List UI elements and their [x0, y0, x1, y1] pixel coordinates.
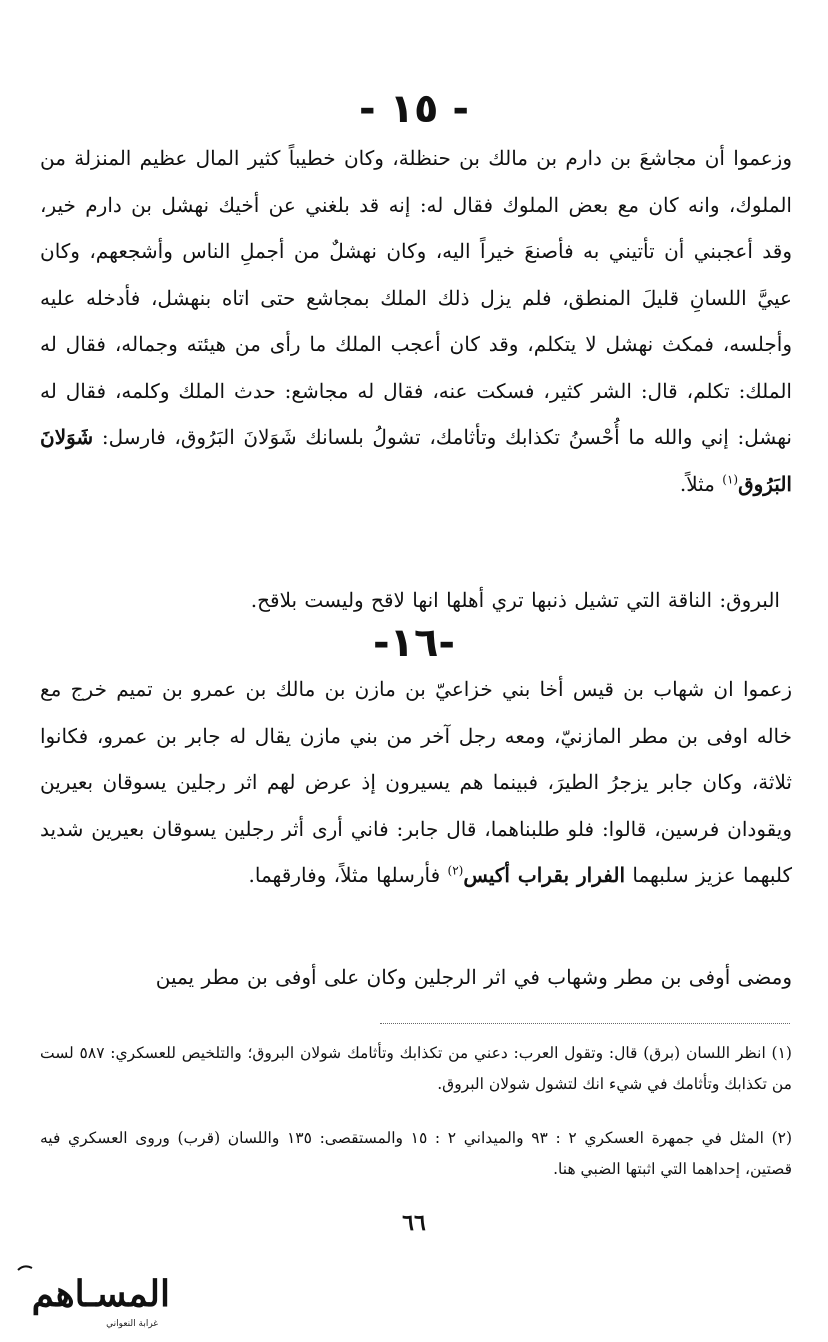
section-15-text: وزعموا أن مجاشعَ بن دارم بن مالك بن حنظلة، وكان خطيباً كثير المال عظيم المنزلة من الملوك، وانه كان مع بعض الملوك فقال له: إنه قد بلغني عن أخيك نهشل بن دارم خير، وقد أعجبني أن تأتيني به فأصنعَ خيراً اليه، وكان نهشلٌ من أجملِ الناس وأشجعهم، وكان عييَّ اللسانِ قليلَ المنطق، فلم يزل ذلك الملك بمجاشع حتى اتاه بنهشل، فأدخله عليه وأجلسه، فمكث نهشل لا يتكلم، وقد كان أعجب الملك ما رأى من هيئته وجماله، فقال له الملك: تكلم، قال: الشر كثير، فسكت عنه، فقال له مجاشع: حدث الملك وكلمه، فقال له نهشل: إني والله ما أُحْسنُ تكذابك وتأثامك، تشولُ بلسانك شَوَلانَ البَرُوق، فارسل:	[40, 146, 792, 449]
section-16-next-paragraph: ومضى أوفى بن مطر وشهاب في اثر الرجلين وكان على أوفى بن مطر يمين	[155, 965, 792, 989]
section-number-15: - ١٥ -	[359, 86, 469, 132]
footnote-marker-1[interactable]: (١)	[722, 471, 739, 486]
footnote-1: (١) انظر اللسان (برق) قال: وتقول العرب: دعني من تكذابك وتأثامك شولان البروق؛ والتلخيص للعسكري: ٥٨٧ لست من تكذابك وتأثامك في شيء انك لتشول شولان البروق.	[40, 1044, 792, 1093]
section-number-16: -١٦-	[372, 620, 456, 666]
footnote-2: (٢) المثل في جمهرة العسكري ٢ : ٩٣ والميداني ٢ : ١٥ والمستقصى: ١٣٥ واللسان (قرب) وروى العسكري فيه قصتين، إحداهما التي اثبتها الضبي هنا.	[40, 1129, 793, 1178]
footnote-separator	[380, 1023, 790, 1024]
page-number: ٦٦	[402, 1210, 426, 1236]
publisher-logo	[8, 1262, 178, 1334]
section-15-gloss: البروق: الناقة التي تشيل ذنبها تري أهلها انها لاقح وليست بلاقح.	[250, 588, 780, 612]
section-15-proverb: شَوَلانَ البَرُوق	[40, 425, 792, 496]
section-16-text: زعموا ان شهاب بن قيس أخا بني خزاعيّ بن مازن بن مالك بن عمرو بن تميم خرج مع خاله اوفى بن مطر المازنيّ، ومعه رجل آخر من بني مازن يقال له جابر بن عمرو، فكانوا ثلاثة، وكان جابر يزجرُ الطيرَ، فبينما هم يسيرون إذ عرض لهم اثر رجلين يسوقان بعيرين ويقودان فرسين، قالوا: فلو طلبناهما، قال جابر: فاني أرى أثر رجلين يسوقان بعيرين شديد كلبهما عزيز سلبهما	[40, 677, 792, 887]
section-15-paragraph	[40, 135, 792, 507]
footnote-marker-2[interactable]: (٢)	[447, 863, 464, 878]
section-16-proverb: الفرار بقراب أكيس	[463, 863, 626, 887]
logo-subtext: غرابة النعواني	[106, 1319, 158, 1329]
logo-text: المسـاهم	[31, 1273, 170, 1315]
section-16-proverb-tail: فأرسلها مثلاً، وفارقهما.	[248, 863, 448, 887]
logo-flourish	[18, 1266, 32, 1270]
section-15-proverb-tail: مثلاً.	[679, 471, 723, 496]
section-16-paragraph	[40, 666, 792, 899]
